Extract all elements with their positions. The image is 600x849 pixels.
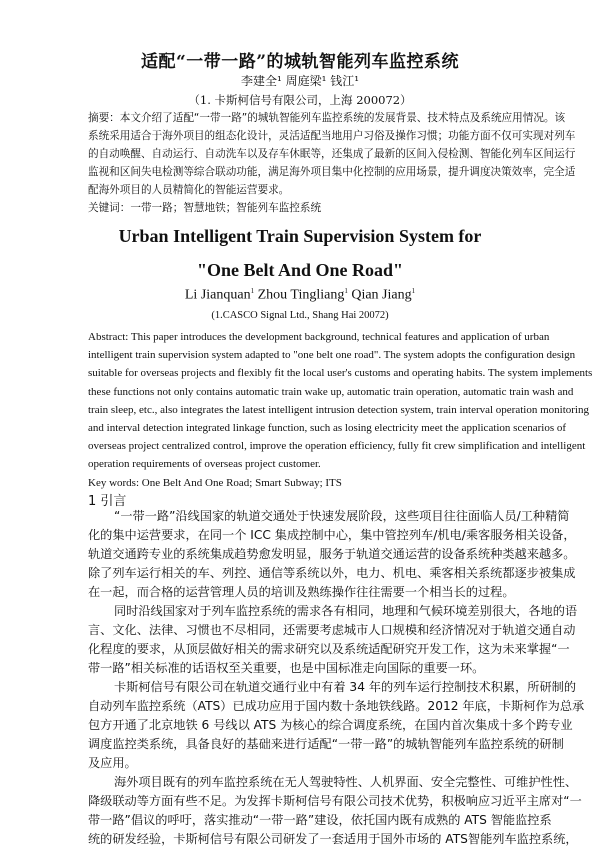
english-title-line-2: "One Belt And One Road" bbox=[196, 260, 403, 280]
paragraph bbox=[88, 678, 585, 773]
text-line: these functions not only contains automatic train wake up, automatic train operation, automatic train wash and bbox=[88, 385, 574, 398]
text-line: 带一路”倡议的呼吁，落实推动“一带一路”建设，依托国内既有成熟的 ATS 智能监控系 bbox=[88, 813, 552, 827]
text-line: 言、文化、法律、习惯也不尽相同，还需要考虑城市人口规模和经济情况对于轨道交通自动 bbox=[88, 623, 576, 637]
chinese-keywords: 关键词：一带一路；智慧地铁；智能列车监控系统 bbox=[88, 202, 322, 214]
paragraph bbox=[88, 773, 582, 849]
text-line: 自动列车监控系统（ATS）已成功应用于国内数十条地铁线路。2012 年底，卡斯柯作为总承 bbox=[88, 699, 585, 713]
chinese-abstract bbox=[88, 109, 576, 217]
english-affiliation: (1.CASCO Signal Ltd., Shang Hai 20072) bbox=[211, 310, 389, 321]
author-name: Li Jianquan bbox=[184, 287, 251, 303]
text-line: 海外项目既有的列车监控系统在无人驾驶特性、人机界面、安全完整性、可维护性性、 bbox=[114, 775, 578, 789]
chinese-authors: 李建全¹ 周庭梁¹ 钱江¹ bbox=[240, 74, 360, 88]
text-line: train sleep, etc., also integrates the latest intelligent intrusion detection system, train interval operation monitoring bbox=[88, 403, 589, 416]
affiliation-mark: 1 bbox=[344, 287, 348, 295]
text-line: 化程度的要求，从顶层做好相关的需求研究以及系统适配研究开发工作，这为未来掌握“一 bbox=[88, 642, 570, 656]
text-line: 化的集中运营要求，在同一个 ICC 集成控制中心，集中管控列车/机电/乘客服务相关设备， bbox=[88, 528, 576, 542]
text-line: 同时沿线国家对于列车监控系统的需求各有相同，地理和气候环境差别很大，各地的语 bbox=[114, 604, 578, 618]
english-title-line-1: Urban Intelligent Train Supervision System for bbox=[118, 226, 482, 246]
text-line: overseas project centralized control, improve the operation efficiency, fully fit crew simplification and intelligent bbox=[88, 440, 586, 453]
author-name: Zhou Tingliang bbox=[257, 287, 345, 303]
text-line: 降级联动等方面有些不足。为发挥卡斯柯信号有限公司技术优势，积极响应习近平主席对“一 bbox=[88, 794, 582, 808]
chinese-affiliation: （1. 卡斯柯信号有限公司，上海 200072） bbox=[188, 93, 412, 107]
english-keywords-text: Key words: One Belt And One Road; Smart Subway; ITS bbox=[88, 477, 342, 489]
author-name: Qian Jiang bbox=[351, 287, 412, 303]
text-line: 统的研发经验，卡斯柯信号有限公司研发了一套适用于国外市场的 ATS智能列车监控系统， bbox=[88, 832, 578, 846]
text-line: 除了列车运行相关的车、列控、通信等系统以外，电力、机电、乘客相关系统都逐步被集成 bbox=[88, 566, 576, 580]
text-line: suitable for overseas projects and flexibly fit the local user's customs and operating habits. The system implements bbox=[88, 367, 593, 380]
body-text bbox=[88, 507, 585, 849]
text-line: 摘要：本文介绍了适配“一带一路”的城轨智能列车监控系统的发展背景、技术特点及系统应用情况。该 bbox=[88, 112, 566, 124]
text-line: 包方开通了北京地铁 6 号线以 ATS 为核心的综合调度系统，在国内首次集成十多个跨专业 bbox=[88, 718, 573, 732]
paragraph bbox=[88, 507, 576, 602]
text-line: 系统采用适合于海外项目的组态化设计，灵活适配当地用户习俗及操作习惯；功能方面不仅可实现对列车 bbox=[88, 130, 576, 142]
text-line: 的自动唤醒、自动运行、自动洗车以及存车休眠等，还集成了最新的区间入侵检测、智能化列车区间运行 bbox=[88, 148, 576, 160]
text-line: 调度监控类系统，具备良好的基础来进行适配“一带一路”的城轨智能列车监控系统的研制 bbox=[88, 737, 564, 751]
text-line: 带一路”相关标准的话语权至关重要，也是中国标准走向国际的重要一环。 bbox=[88, 661, 485, 675]
text-line: “一带一路”沿线国家的轨道交通处于快速发展阶段，这些项目往往面临人员/工种精简 bbox=[114, 509, 570, 523]
text-line: operation requirements of overseas project customer. bbox=[88, 458, 321, 471]
text-line: intelligent train supervision system adapted to "one belt one road". The system adopts the configuration design bbox=[88, 349, 576, 362]
text-line: and interval detection integrated linkage function, such as losing electricity meet the application scenarios of bbox=[88, 421, 567, 434]
text-line: 轨道交通跨专业的系统集成趋势愈发明显，服务于轨道交通运营的设备系统种类越来越多。 bbox=[88, 547, 576, 561]
paragraph bbox=[88, 602, 578, 678]
text-line: 监视和区间失电检测等综合联动功能，满足海外项目集中化控制的应用场景，提升调度决策效率，完全适 bbox=[88, 166, 576, 178]
text-line: 在一起，而合格的运营管理人员的培训及熟练操作往往需要一个相当长的过程。 bbox=[88, 585, 515, 599]
text-line: 卡斯柯信号有限公司在轨道交通行业中有着 34 年的列车运行控制技术积累，所研制的 bbox=[114, 680, 577, 694]
english-authors bbox=[0, 287, 600, 304]
text-line: Abstract: This paper introduces the development background, technical features and application of urban bbox=[88, 331, 550, 343]
text-line: 及应用。 bbox=[88, 756, 137, 770]
text-line: 配海外项目的人员精简化的智能运营要求。 bbox=[88, 184, 290, 196]
affiliation-mark: 1 bbox=[250, 287, 255, 295]
affiliation-mark: 1 bbox=[411, 287, 416, 295]
english-abstract bbox=[88, 328, 593, 474]
section-1-heading: 1 引言 bbox=[88, 494, 127, 509]
chinese-title: 适配“一带一路”的城轨智能列车监控系统 bbox=[140, 52, 460, 72]
